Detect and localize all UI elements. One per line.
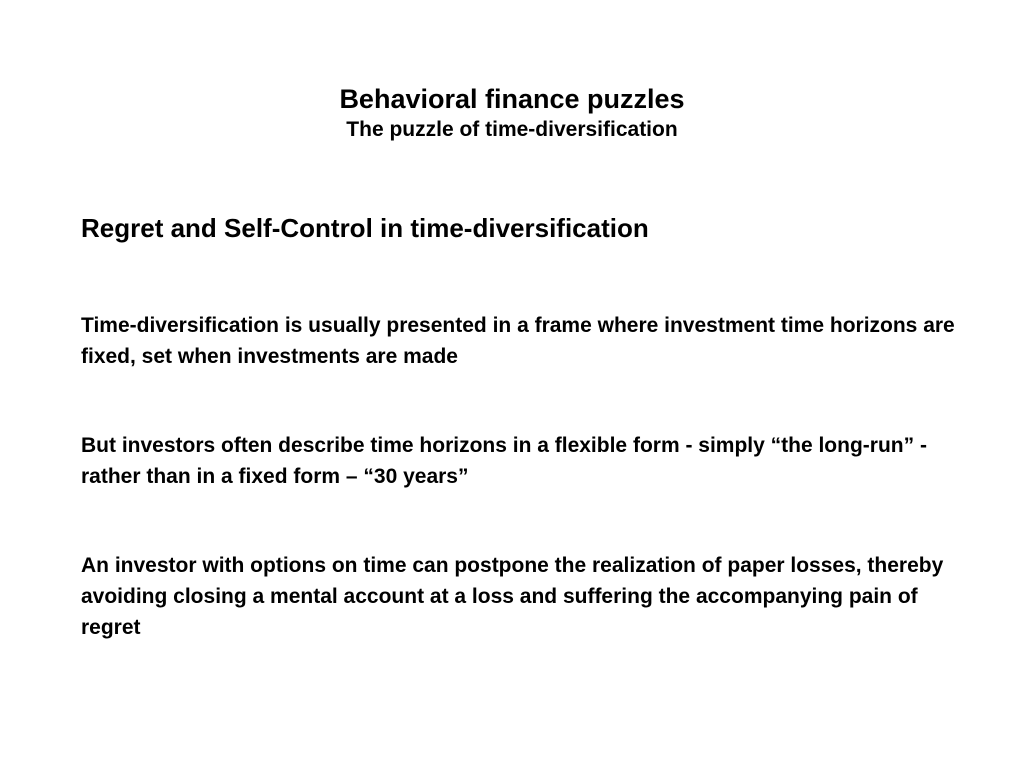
slide-title: Behavioral finance puzzles <box>339 84 685 114</box>
slide-subtitle: The puzzle of time-diversification <box>346 118 678 141</box>
paragraph-options-on-time: An investor with options on time can postpone the realization of paper losses, thereby avoiding closing a mental account at a loss and suffering the accompanying pain of regret <box>81 554 944 639</box>
section-heading: Regret and Self-Control in time-diversification <box>81 213 649 243</box>
paragraph-fixed-horizons: Time-diversification is usually presented in a frame where investment time horizons are fixed, set when investments are made <box>81 314 955 368</box>
paragraph-flexible-horizons: But investors often describe time horizons in a flexible form - simply “the long-run” - rather than in a fixed form – “30 years” <box>81 434 927 488</box>
title-block <box>0 82 1024 144</box>
slide-content <box>81 208 961 643</box>
